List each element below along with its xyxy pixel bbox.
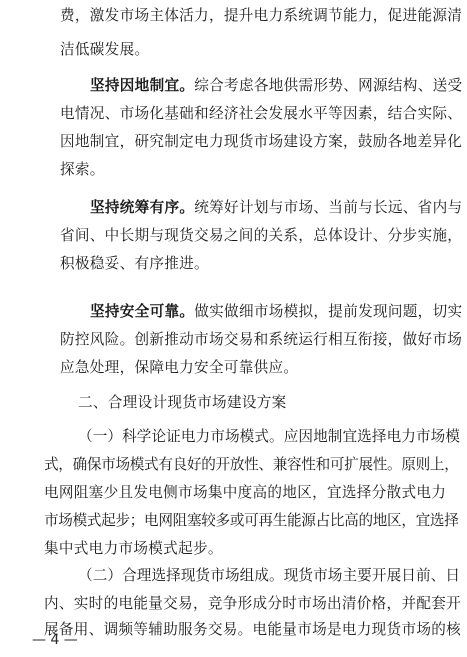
text-line: 因地制宜，研究制定电力现货市场建设方案，鼓励各地差异化 [60,133,463,150]
text-line: 集中式电力市场模式起步。 [44,540,223,557]
paragraph-market-composition: （二）合理选择现货市场组成。现货市场主要开展日前、日 [78,567,461,584]
text-line: 电网阻塞少且发电侧市场集中度高的地区，宜选择分散式电力 [44,484,447,501]
section-heading: 二、合理设计现货市场建设方案 [78,394,287,411]
page-number: — 4 — [32,632,78,648]
text-line: 费，激发市场主体活力，提升电力系统调节能力，促进能源清 [60,7,463,24]
principle-heading: 坚持统筹有序。 [90,199,195,216]
text-line: 洁低碳发展。 [60,41,150,58]
principle-heading: 坚持因地制宜。 [90,77,195,94]
principle-heading: 坚持安全可靠。 [90,303,195,320]
text-line: 市场模式起步；电网阻塞较多或可再生能源占比高的地区，宜选择 [44,512,459,529]
text-line: 省间、中长期与现货交易之间的关系，总体设计、分步实施， [60,227,463,244]
text-line: 展备用、调频等辅助服务交易。电能量市场是电力现货市场的核 [44,621,462,638]
text-line: 积极稳妥、有序推进。 [60,255,209,272]
text-line: 式，确保市场模式有良好的开放性、兼容性和可扩展性。原则上， [44,456,459,473]
paragraph-market-mode: （一）科学论证电力市场模式。应因地制宜选择电力市场模 [78,428,461,445]
text-line: 防控风险。创新推动市场交易和系统运行相互衔接，做好市场 [60,331,463,348]
paragraph-principle-local: 坚持因地制宜。综合考虑各地供需形势、网源结构、送受 [90,77,463,94]
paragraph-principle-coordination: 坚持统筹有序。统筹好计划与市场、当前与长远、省内与 [90,199,463,216]
text-line: 电情况、市场化基础和经济社会发展水平等因素，结合实际、 [60,105,463,122]
text-line: 内、实时的电能量交易，竞争形成分时市场出清价格，并配套开 [44,595,462,612]
text-line: 应急处理，保障电力安全可靠供应。 [60,359,299,376]
text-line: 探索。 [60,161,105,178]
paragraph-principle-safety: 坚持安全可靠。做实做细市场模拟，提前发现问题，切实 [90,303,463,320]
